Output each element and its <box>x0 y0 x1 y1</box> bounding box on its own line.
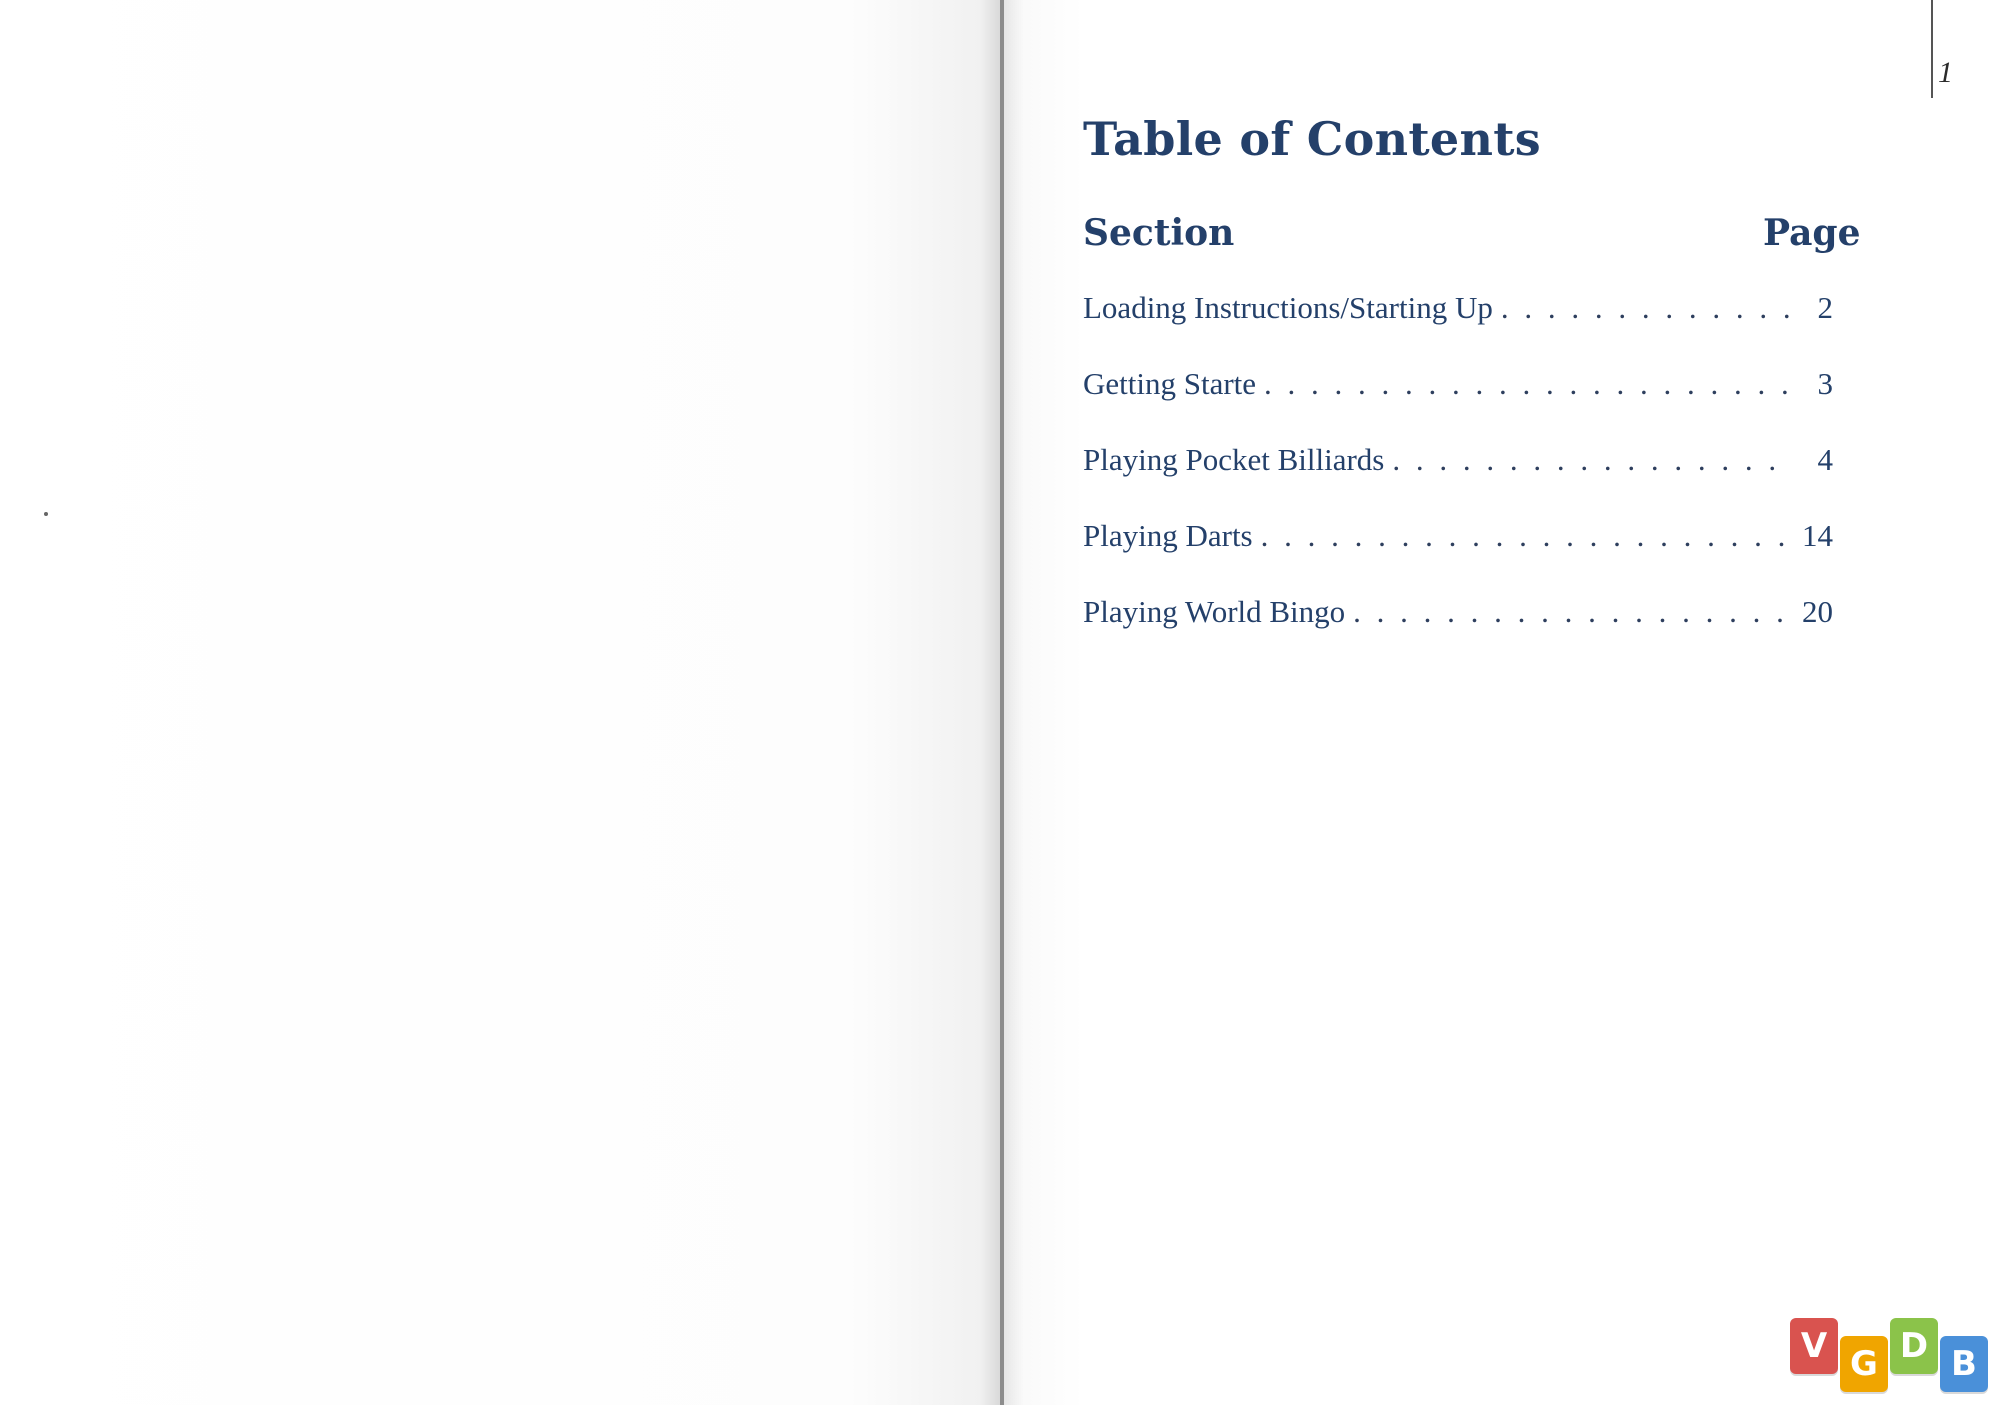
page-column-header: Page <box>1763 212 1861 254</box>
page-edge-line <box>1931 0 1933 98</box>
toc-list <box>1083 290 1833 670</box>
toc-entry <box>1083 594 1833 670</box>
toc-entry-label: Playing Darts <box>1083 518 1253 553</box>
toc-entry <box>1083 518 1833 594</box>
logo-tile-g: G <box>1840 1336 1888 1392</box>
logo-tile-v: V <box>1790 1318 1838 1374</box>
toc-entry <box>1083 290 1833 366</box>
toc-entry-label: Loading Instructions/Starting Up <box>1083 290 1493 325</box>
logo-tile-d: D <box>1890 1318 1938 1374</box>
toc-title: Table of Contents <box>1083 112 1541 166</box>
logo-tile-b: B <box>1940 1336 1988 1392</box>
toc-entry <box>1083 366 1833 442</box>
section-column-header: Section <box>1083 212 1235 254</box>
dot-leader <box>1501 290 1789 326</box>
toc-entry <box>1083 442 1833 518</box>
toc-entry-label: Playing Pocket Billiards <box>1083 442 1385 477</box>
right-page <box>1004 0 2000 1405</box>
toc-entry-page: 4 <box>1817 442 1833 477</box>
page-number: 1 <box>1938 56 1953 89</box>
dot-leader <box>1392 442 1789 478</box>
toc-entry-page: 2 <box>1817 290 1833 325</box>
dot-leader <box>1264 366 1789 402</box>
paper-speck <box>44 512 48 516</box>
toc-entry-page: 14 <box>1802 518 1833 553</box>
toc-entry-page: 3 <box>1817 366 1833 401</box>
toc-entry-label: Playing World Bingo <box>1083 594 1346 629</box>
toc-entry-page: 20 <box>1802 594 1833 629</box>
toc-entry-label: Getting Starte <box>1083 366 1257 401</box>
dot-leader <box>1261 518 1789 554</box>
dot-leader <box>1353 594 1789 630</box>
vgdb-watermark-logo <box>1790 1318 1990 1394</box>
